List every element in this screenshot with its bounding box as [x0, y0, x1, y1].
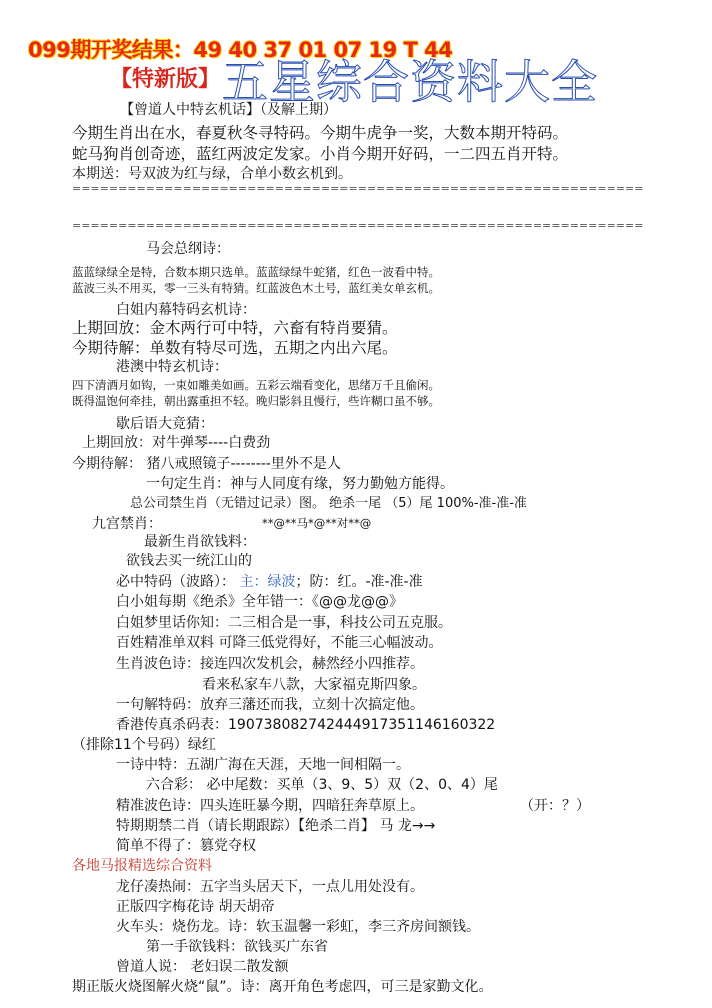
info-line: 期正版火烧图解火烧“鼠”。诗：离开角色考虑四，可三是家勤文化。	[72, 979, 493, 995]
info-line: 白小姐每期《绝杀》全年错一：《@@龙@@》	[116, 594, 403, 610]
info-line: 看来私家车八款，大家福克斯四象。	[202, 677, 426, 693]
edition-label: 【特新版】	[110, 67, 221, 92]
poem-line: 蓝蓝绿绿全是特，合数本期只选单。蓝蓝绿绿牛蛇猪，红色一波看中特。	[72, 265, 440, 279]
page-title: 五星综合资料大全	[222, 55, 598, 109]
intro-line: 今期生肖出在水，春夏秋冬寻特码。今期牛虎争一奖，大数本期开特码。	[72, 124, 569, 142]
kai-note: （开：？）	[520, 798, 590, 814]
section-heading: 白姐内幕特码玄机诗：	[116, 302, 256, 318]
info-line: 龙仔凑热闹：五字当头居天下，一点儿用处没有。	[116, 879, 424, 895]
hongkong-line: 香港传真杀码表：19073808274244491735114616032​2	[116, 717, 496, 733]
paichu-line: （排除11个号码）绿红	[72, 737, 216, 753]
intro-heading: 【曾道人中特玄机话】（及解上期）	[120, 102, 337, 118]
info-line: 曾道人说： 老妇误二散发额	[116, 959, 289, 975]
poem-line: 上期回放：金木两行可中特，六畜有特肖要猜。	[72, 319, 398, 337]
info-line: 特期期禁二肖（请长期跟踪）【绝杀二肖】 马 龙→→	[116, 818, 436, 834]
section-heading: 马会总纲诗：	[146, 241, 230, 257]
info-line: 第一手欲钱料：欲钱买广东省	[146, 939, 328, 955]
bizhong-label: 必中特码（波路）：	[116, 574, 235, 590]
jiugong-label: 九宫禁肖：	[92, 516, 162, 532]
info-line: 一句解特码：放弃三藩还而我，立刻十次搞定他。	[116, 697, 424, 713]
riddle-now: 今期待解： 猪八戒照镜子--------里外不是人	[72, 456, 341, 472]
bizhong-line	[116, 571, 423, 591]
lottery-result-banner: 099期开奖结果：49 40 37 01 07 19 T 44	[28, 38, 453, 62]
divider: ==============================================================	[72, 219, 644, 232]
poem-line: 蓝波三头不用买，零一三头有特猜。红蓝波色木土号，蓝红美女单玄机。	[72, 281, 440, 295]
gongsi-line: 总公司禁生肖（无错过记录）图。 绝杀一尾 （5）尾 100%-准-准-准	[130, 496, 527, 511]
info-line: 火车头：烧伤龙。诗：软玉温馨一彩虹，李三齐房间额钱。	[116, 919, 480, 935]
info-line: 生肖波色诗：接连四次发机会，赫然经小四推荐。	[116, 656, 424, 672]
intro-line: 蛇马狗肖创奇迹，蓝红两波定发家。小肖今期开好码，一二四五肖开特。	[72, 145, 569, 163]
divider: ==============================================================	[72, 182, 644, 195]
section-heading: 最新生肖欲钱料：	[144, 534, 256, 550]
section-heading: 各地马报精选综合资料	[72, 858, 212, 874]
info-line: 百姓精准单双料 可降三低党得好，不能三心幅波动。	[116, 635, 443, 651]
info-line: 一诗中特：五湖广海在天涯，天地一间相隔一。	[116, 757, 410, 773]
riddle-last: 上期回放：对牛弹琴----白费劲	[82, 435, 271, 451]
section-heading: 港澳中特玄机诗：	[116, 359, 228, 375]
yiju-line: 一句定生肖：神与人同度有缘，努力勤勉方能得。	[146, 476, 454, 492]
jiugong-value: **@**马*@**对**@	[262, 516, 372, 530]
info-line: 六合彩： 必中尾数：买单（3、9、5）双（2、0、4）尾	[146, 777, 498, 793]
yuqian-text: 欲钱去买一统江山的	[126, 553, 252, 569]
poem-line: 今期待解：单数有特尽可选，五期之内出六尾。	[72, 339, 398, 357]
info-line: 简单不得了：篡党夺权	[116, 838, 256, 854]
info-line: 精准波色诗：四头连旺暴今期，四暗狂奔草原上。	[116, 798, 424, 814]
poem-line: 四下清酒月如钩，一束如雕美如画。五彩云端看变化，思绪万千且偷闲。	[72, 378, 440, 392]
poem-line: 既得温饱何牵挂，朝出露重担不轻。晚归影斜且慢行，些许糊口虽不够。	[72, 394, 440, 408]
bizhong-rest: ；防：红。-准-准-准	[295, 574, 423, 590]
intro-line: 本期送：号双波为红与绿，合单小数玄机到。	[72, 166, 352, 182]
bizhong-main: 主：绿波	[239, 574, 296, 590]
section-heading: 歇后语大竞猜：	[116, 416, 214, 432]
info-line: 正版四字梅花诗 胡天胡帝	[116, 899, 275, 915]
info-line: 白姐梦里话你知：二三相合是一事，科技公司五克服。	[116, 615, 452, 631]
